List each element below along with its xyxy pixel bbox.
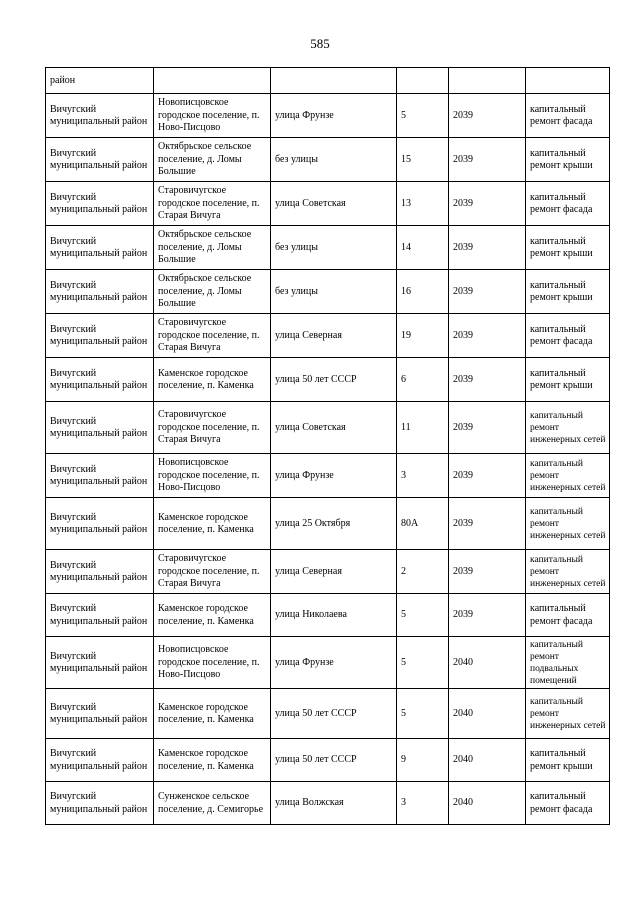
cell-house: 5	[397, 94, 449, 138]
cell-house: 9	[397, 739, 449, 782]
cell-settlement: Каменское городское поселение, п. Каменка	[154, 594, 271, 637]
cell-work: капитальный ремонт фасада	[526, 314, 610, 358]
cell-year: 2039	[449, 498, 526, 550]
cell-year: 2039	[449, 358, 526, 402]
cell-district: Вичугский муниципальный район	[46, 270, 154, 314]
cell-settlement: Каменское городское поселение, п. Каменка	[154, 739, 271, 782]
cell-district: Вичугский муниципальный район	[46, 637, 154, 689]
cell-year: 2039	[449, 138, 526, 182]
cell-year: 2039	[449, 182, 526, 226]
table-row	[46, 138, 610, 182]
cell-work: капитальный ремонт фасада	[526, 594, 610, 637]
cell-district: Вичугский муниципальный район	[46, 314, 154, 358]
cell-year: 2040	[449, 782, 526, 825]
cell-house: 13	[397, 182, 449, 226]
cell-street: улица 25 Октября	[271, 498, 397, 550]
cell-settlement: Старовичугское городское поселение, п. Старая Вичуга	[154, 182, 271, 226]
cell-district: Вичугский муниципальный район	[46, 358, 154, 402]
cell-year: 2039	[449, 314, 526, 358]
cell-settlement: Октябрьское сельское поселение, д. Ломы Большие	[154, 226, 271, 270]
cell-work: капитальный ремонт фасада	[526, 182, 610, 226]
cell-work: капитальный ремонт крыши	[526, 739, 610, 782]
cell-district: Вичугский муниципальный район	[46, 226, 154, 270]
cell-house: 19	[397, 314, 449, 358]
cell-settlement: Каменское городское поселение, п. Каменка	[154, 689, 271, 739]
table-row	[46, 270, 610, 314]
cell-settlement: Октябрьское сельское поселение, д. Ломы Большие	[154, 138, 271, 182]
cell-settlement: Новописцовское городское поселение, п. Ново-Писцово	[154, 454, 271, 498]
cell-work: капитальный ремонт инженерных сетей	[526, 550, 610, 594]
cell-settlement: Старовичугское городское поселение, п. Старая Вичуга	[154, 550, 271, 594]
table-row	[46, 94, 610, 138]
cell-street: улица Фрунзе	[271, 94, 397, 138]
cell-settlement: Новописцовское городское поселение, п. Ново-Писцово	[154, 94, 271, 138]
table-row	[46, 314, 610, 358]
cell-work: капитальный ремонт подвальных помещений	[526, 637, 610, 689]
cell-work: капитальный ремонт крыши	[526, 138, 610, 182]
cell-work: капитальный ремонт инженерных сетей	[526, 454, 610, 498]
table-row	[46, 594, 610, 637]
cell-house	[397, 68, 449, 94]
cell-year: 2039	[449, 454, 526, 498]
cell-house: 5	[397, 594, 449, 637]
cell-house: 5	[397, 689, 449, 739]
repair-schedule-table	[45, 67, 610, 825]
cell-settlement	[154, 68, 271, 94]
cell-work: капитальный ремонт фасада	[526, 94, 610, 138]
cell-year: 2040	[449, 637, 526, 689]
cell-district: район	[46, 68, 154, 94]
cell-street	[271, 68, 397, 94]
cell-work: капитальный ремонт крыши	[526, 270, 610, 314]
cell-work: капитальный ремонт инженерных сетей	[526, 402, 610, 454]
cell-district: Вичугский муниципальный район	[46, 689, 154, 739]
page-number: 585	[310, 36, 330, 51]
cell-street: улица 50 лет СССР	[271, 358, 397, 402]
cell-year	[449, 68, 526, 94]
cell-house: 14	[397, 226, 449, 270]
table-row	[46, 498, 610, 550]
table-row	[46, 358, 610, 402]
cell-work: капитальный ремонт инженерных сетей	[526, 689, 610, 739]
cell-district: Вичугский муниципальный район	[46, 739, 154, 782]
cell-settlement: Каменское городское поселение, п. Каменка	[154, 498, 271, 550]
table-row	[46, 637, 610, 689]
table-row	[46, 689, 610, 739]
cell-year: 2039	[449, 226, 526, 270]
cell-work: капитальный ремонт крыши	[526, 358, 610, 402]
cell-house: 6	[397, 358, 449, 402]
cell-district: Вичугский муниципальный район	[46, 182, 154, 226]
cell-year: 2039	[449, 94, 526, 138]
table-row	[46, 402, 610, 454]
table-row	[46, 739, 610, 782]
cell-street: без улицы	[271, 226, 397, 270]
cell-work	[526, 68, 610, 94]
cell-settlement: Каменское городское поселение, п. Каменка	[154, 358, 271, 402]
cell-street: улица 50 лет СССР	[271, 739, 397, 782]
cell-year: 2040	[449, 739, 526, 782]
cell-settlement: Октябрьское сельское поселение, д. Ломы Большие	[154, 270, 271, 314]
cell-house: 16	[397, 270, 449, 314]
cell-work: капитальный ремонт крыши	[526, 226, 610, 270]
cell-year: 2039	[449, 270, 526, 314]
cell-house: 2	[397, 550, 449, 594]
cell-year: 2039	[449, 594, 526, 637]
cell-district: Вичугский муниципальный район	[46, 454, 154, 498]
cell-work: капитальный ремонт фасада	[526, 782, 610, 825]
cell-house: 15	[397, 138, 449, 182]
cell-year: 2040	[449, 689, 526, 739]
table-row	[46, 782, 610, 825]
cell-street: без улицы	[271, 138, 397, 182]
cell-street: улица Северная	[271, 314, 397, 358]
cell-house: 3	[397, 782, 449, 825]
cell-district: Вичугский муниципальный район	[46, 402, 154, 454]
cell-house: 80А	[397, 498, 449, 550]
cell-street: улица Советская	[271, 182, 397, 226]
cell-house: 5	[397, 637, 449, 689]
cell-year: 2039	[449, 550, 526, 594]
cell-street: улица Северная	[271, 550, 397, 594]
cell-year: 2039	[449, 402, 526, 454]
cell-street: улица Волжская	[271, 782, 397, 825]
cell-district: Вичугский муниципальный район	[46, 550, 154, 594]
cell-street: без улицы	[271, 270, 397, 314]
cell-house: 3	[397, 454, 449, 498]
cell-district: Вичугский муниципальный район	[46, 594, 154, 637]
cell-district: Вичугский муниципальный район	[46, 94, 154, 138]
table-row	[46, 454, 610, 498]
table-row	[46, 182, 610, 226]
cell-settlement: Сунженское сельское поселение, д. Семигорье	[154, 782, 271, 825]
cell-settlement: Старовичугское городское поселение, п. Старая Вичуга	[154, 402, 271, 454]
table-row	[46, 68, 610, 94]
cell-work: капитальный ремонт инженерных сетей	[526, 498, 610, 550]
cell-district: Вичугский муниципальный район	[46, 498, 154, 550]
cell-street: улица Фрунзе	[271, 454, 397, 498]
table-body	[46, 68, 610, 825]
cell-street: улица Советская	[271, 402, 397, 454]
cell-house: 11	[397, 402, 449, 454]
cell-district: Вичугский муниципальный район	[46, 782, 154, 825]
cell-street: улица Фрунзе	[271, 637, 397, 689]
table-row	[46, 550, 610, 594]
cell-district: Вичугский муниципальный район	[46, 138, 154, 182]
cell-settlement: Новописцовское городское поселение, п. Ново-Писцово	[154, 637, 271, 689]
cell-street: улица 50 лет СССР	[271, 689, 397, 739]
cell-settlement: Старовичугское городское поселение, п. Старая Вичуга	[154, 314, 271, 358]
cell-street: улица Николаева	[271, 594, 397, 637]
table-row	[46, 226, 610, 270]
